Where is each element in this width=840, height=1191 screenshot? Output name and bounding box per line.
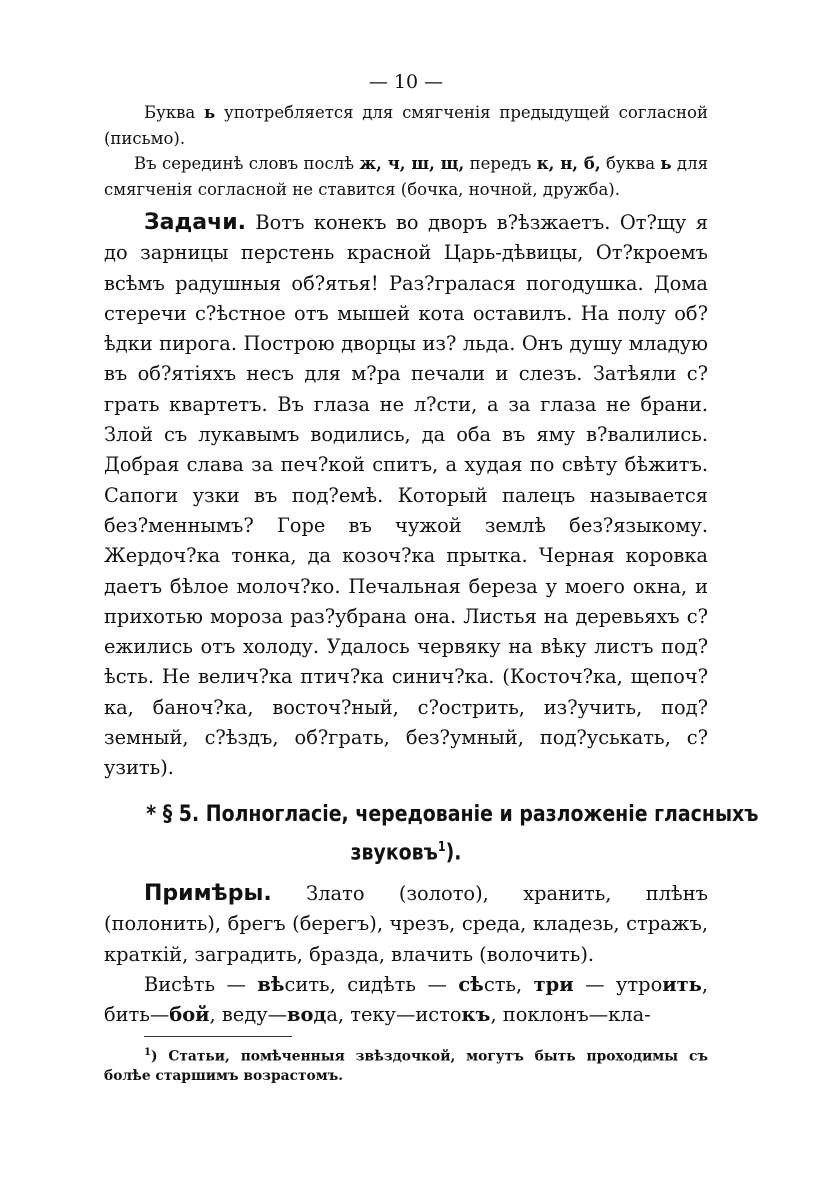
section-title-line1: * § 5. Полногласіе, чередованіе и разложеніе гласныхъ	[146, 801, 759, 827]
tasks-text: Вотъ конекъ во дворъ в?ѣзжаетъ. От?щу я до зарницы перстень красной Царь-дѣвицы, От?кроемъ всѣмъ радушныя об?ятья! Раз?гралася погодушка. Дома стеречи с?ѣстное отъ мышей кота оставилъ. На полу об?ѣдки пирога. Построю дворцы из? льда. Онъ душу младую въ об?ятіяхъ несъ для м?ра печали и слезъ. Затѣяли с?грать квартетъ. Въ глаза не л?сти, а за глаза не брани. Злой съ лукавымъ водились, да оба въ яму в?валились. Добрая слава за печ?кой спитъ, а худая по свѣту бѣжитъ. Сапоги узки въ под?емѣ. Который палецъ называется без?меннымъ? Горе въ чужой землѣ без?языкому. Жердоч?ка тонка, да козоч?ка прытка. Черная коровка даетъ бѣлое молоч?ко. Печальная береза у моего окна, и прихотью мороза раз?убрана она. Листья на деревьяхъ с?ежились отъ холоду. Удалось червяку на вѣку листъ под?ѣсть. Не велич?ка птич?ка синич?ка. (Косточ?ка, щепоч?ка, баноч?ка, восточ?ный, с?острить, из?учить, под?земный, с?ѣздъ, об?грать, без?умный, под?уськать, с?узить).	[104, 211, 708, 780]
pair-bold: вод	[287, 1003, 327, 1027]
pair-bold: сѣ	[458, 972, 484, 996]
book-page	[104, 64, 759, 1086]
pair-text: сить, сидѣть —	[284, 972, 459, 996]
footnote-text: ) Статьи, помѣченныя звѣздочкой, могутъ быть проходимы съ болѣе старшимъ возрастомъ.	[104, 1049, 708, 1085]
pair-bold: ить	[662, 972, 702, 996]
pair-text: , поклонъ—кла-	[490, 1003, 651, 1027]
rule-text-c: употребляется для смягченія предыдущей согласной (письмо).	[104, 103, 708, 148]
rule2-text-c: передъ	[464, 154, 537, 173]
rule-letter-soft-sign: ь	[204, 103, 216, 122]
tasks-paragraph	[104, 208, 708, 784]
footnote	[104, 1043, 708, 1086]
rule2-text-e: буква	[600, 154, 661, 173]
section-title-line2-end: ).	[445, 839, 462, 865]
rule-text-a: Буква	[144, 103, 205, 122]
section-title-line2-wrap	[146, 831, 665, 869]
rule2-letter-soft-sign: ь	[660, 154, 672, 173]
rule2-text-a: Въ серединѣ словъ послѣ	[134, 154, 360, 173]
section-title-line2: звуковъ	[350, 839, 438, 865]
footnote-mark: 1	[144, 1047, 151, 1059]
page-number: — 10 —	[368, 71, 444, 93]
pair-text: Висѣть —	[144, 972, 258, 996]
pair-bold: три	[533, 972, 574, 996]
pair-text: , бить—	[104, 972, 708, 1027]
examples-heading: Примѣры.	[144, 880, 272, 906]
rule2-letters-knb: к, н, б,	[536, 154, 601, 173]
rule-paragraph-middle	[104, 151, 708, 202]
examples-paragraph	[104, 879, 708, 970]
pair-text: сть,	[483, 972, 534, 996]
rule2-letters-hushing: ж, ч, ш, щ,	[359, 154, 465, 173]
rule-paragraph-soft-sign	[104, 100, 708, 151]
examples-pairs-paragraph	[104, 970, 708, 1031]
pair-bold: вѣ	[257, 972, 285, 996]
section-title	[146, 798, 759, 869]
rule2-text-g: для смягченія согласной не ставится (бочка, ночной, дружба).	[104, 154, 708, 199]
pair-text: , веду—	[209, 1003, 287, 1027]
section-title-footnote-mark: 1	[437, 839, 446, 855]
examples-text: Злато (золото), хранить, плѣнъ (полонить), брегъ (берегъ), чрезъ, среда, кладезь, стражъ, краткій, заградить, бразда, влачить (волочить).	[104, 881, 708, 966]
pair-text: а, теку—исто	[326, 1003, 462, 1027]
footnote-divider	[144, 1036, 292, 1037]
tasks-heading: Задачи.	[144, 210, 246, 235]
pair-text: — утро	[573, 972, 663, 996]
pair-bold: къ	[461, 1003, 491, 1027]
pair-bold: бой	[169, 1003, 210, 1027]
